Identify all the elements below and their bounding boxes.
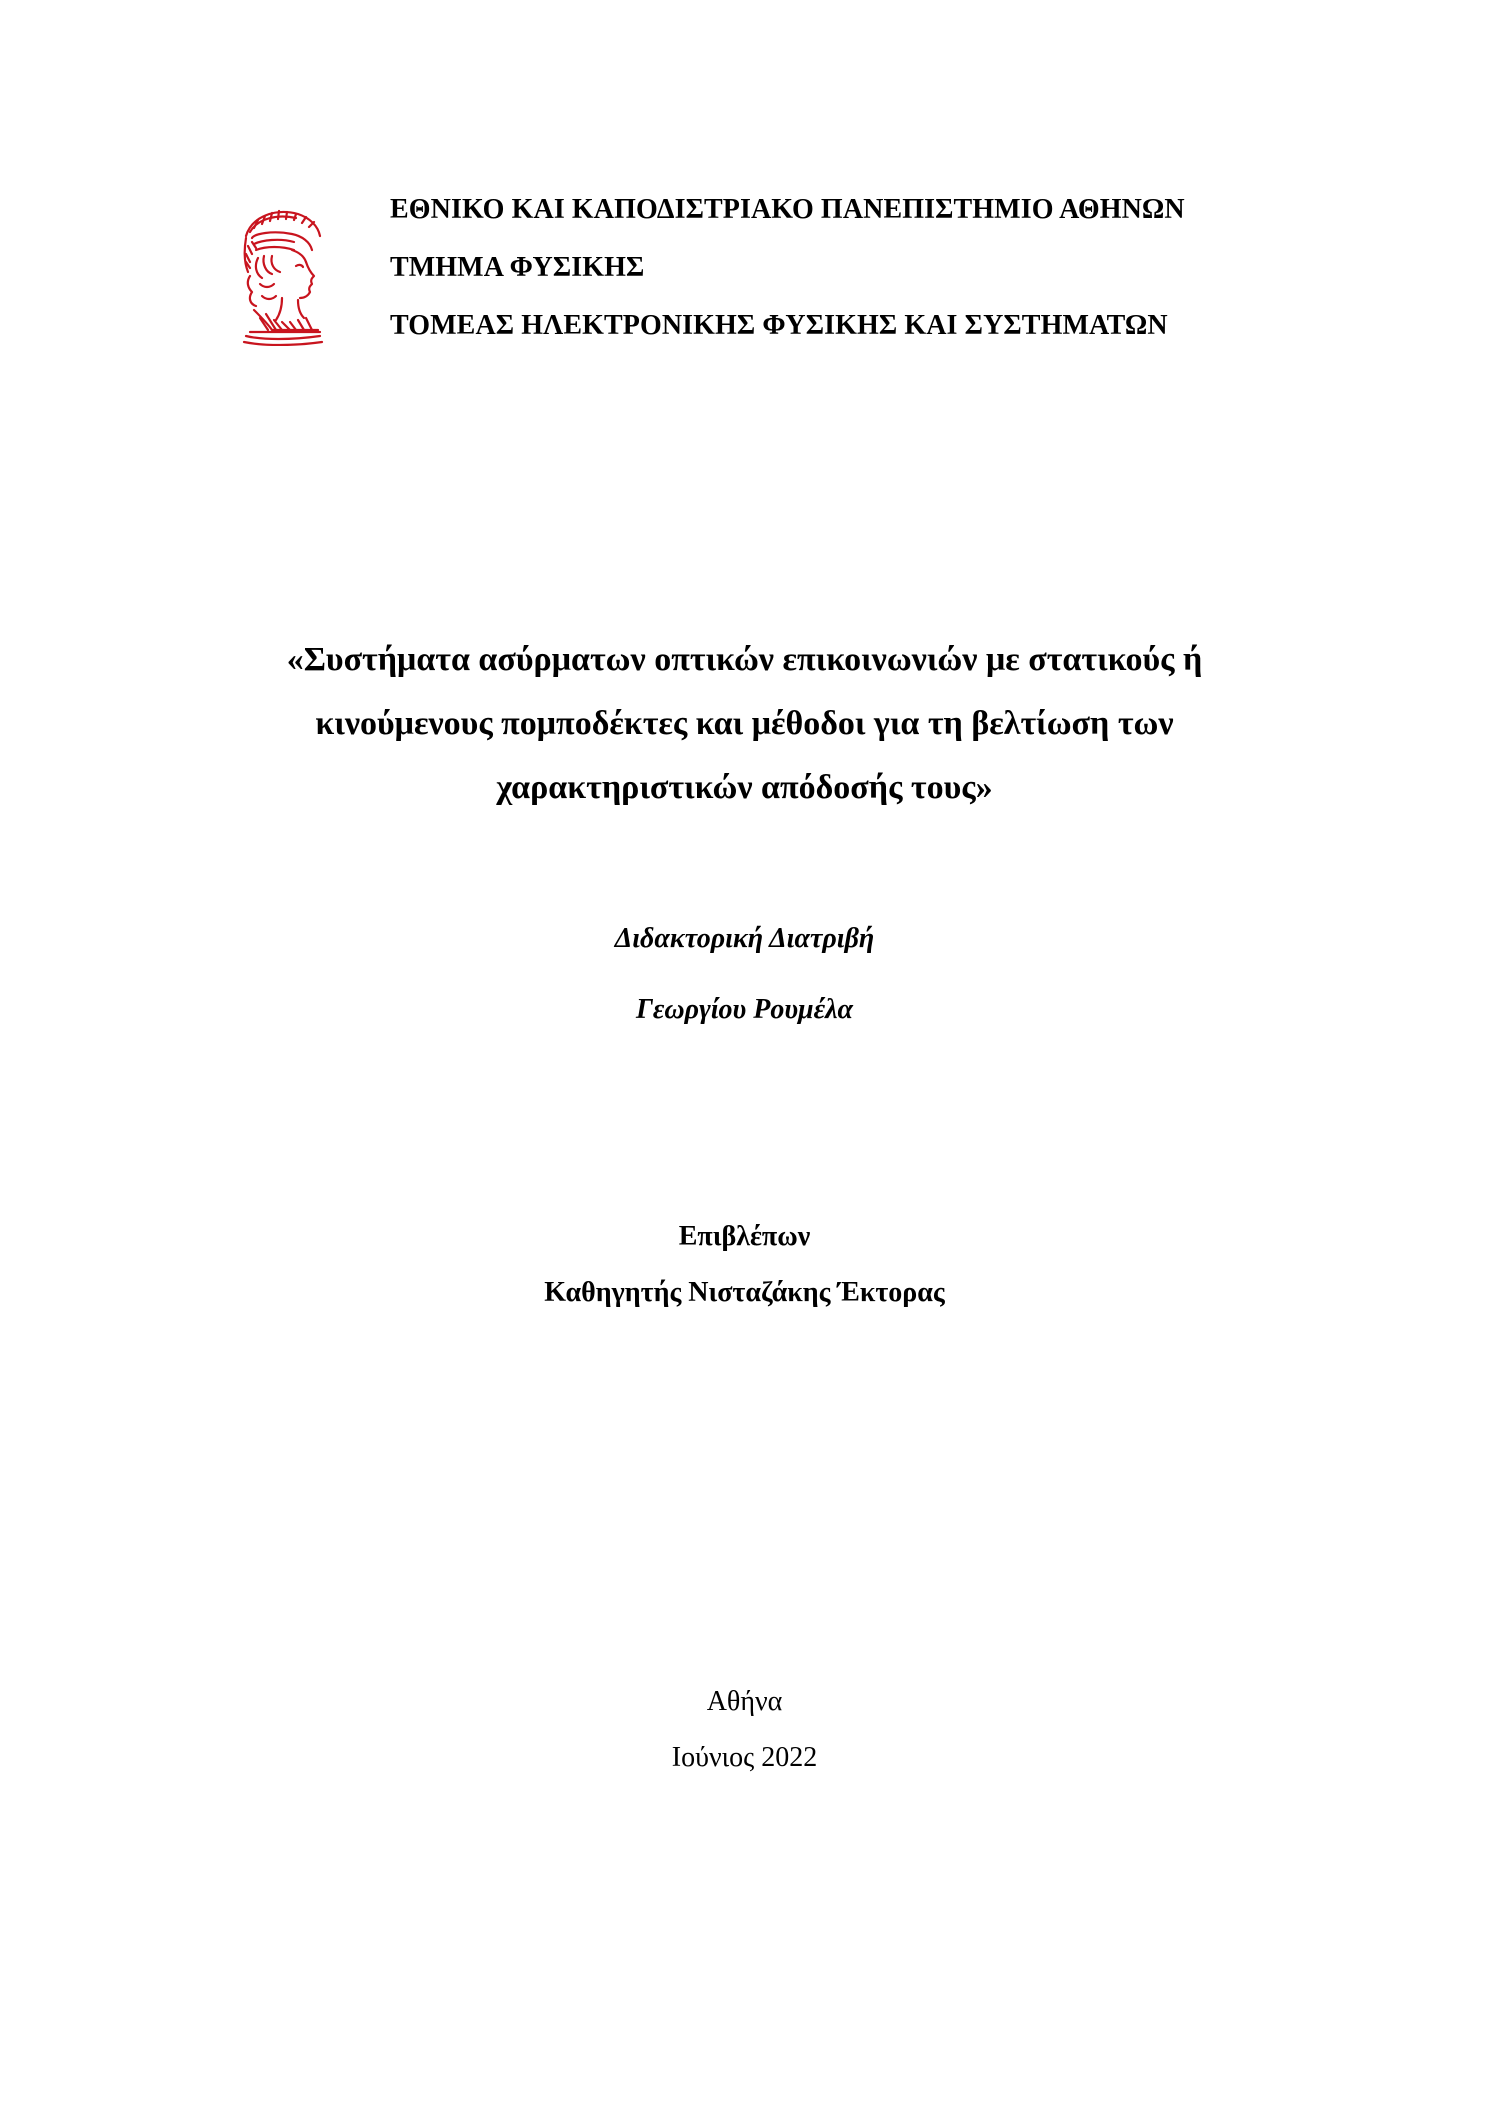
title-line-2: κινούμενους πομποδέκτες και μέθοδοι για τη βελτίωση των [315, 705, 1174, 742]
section-name: ΤΟΜΕΑΣ ΗΛΕΚΤΡΟΝΙΚΗΣ ΦΥΣΙΚΗΣ ΚΑΙ ΣΥΣΤΗΜΑΤΩΝ [390, 310, 1168, 341]
university-name: ΕΘΝΙΚΟ ΚΑΙ ΚΑΠΟΔΙΣΤΡΙΑΚΟ ΠΑΝΕΠΙΣΤΗΜΙΟ ΑΘΗΝΩΝ [390, 194, 1185, 225]
supervisor-name: Καθηγητής Νισταζάκης Έκτορας [544, 1277, 945, 1308]
place: Αθήνα [706, 1686, 783, 1717]
thesis-type: Διδακτορική Διατριβή [614, 923, 875, 954]
title-line-1: «Συστήματα ασύρματων οπτικών επικοινωνιών με στατικούς ή [286, 641, 1203, 678]
supervisor-label: Επιβλέπων [678, 1221, 811, 1252]
title-line-3: χαρακτηριστικών απόδοσής τους» [496, 769, 993, 806]
thesis-title [0, 643, 1489, 835]
date: Ιούνιος 2022 [671, 1742, 818, 1773]
thesis-author: Γεωργίου Ρουμέλα [636, 994, 853, 1025]
department-name: ΤΜΗΜΑ ΦΥΣΙΚΗΣ [390, 252, 645, 283]
institution-header [390, 196, 1390, 370]
athena-head-emblem-icon [232, 206, 326, 346]
